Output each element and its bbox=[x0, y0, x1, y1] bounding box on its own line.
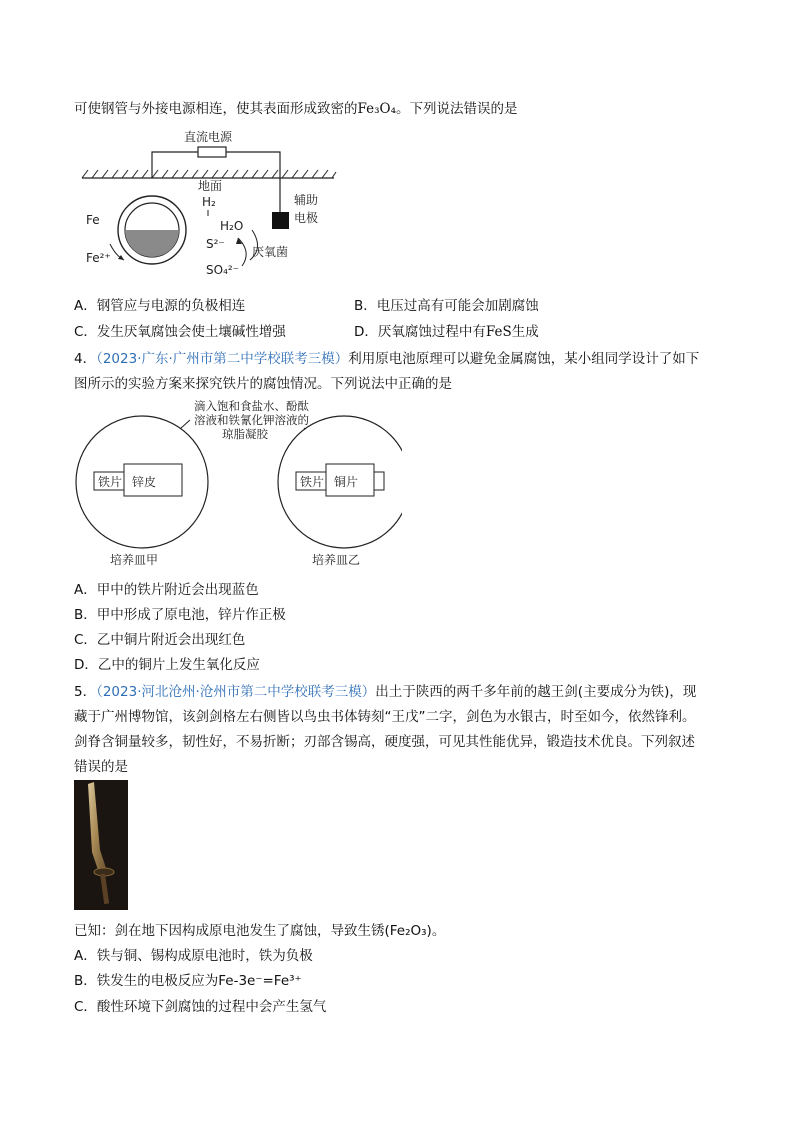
sword-photo bbox=[74, 780, 128, 910]
so4-label: SO₄²⁻ bbox=[206, 263, 240, 277]
q4-stem-line2: 图所示的实验方案来探究铁片的腐蚀情况。下列说法中正确的是 bbox=[74, 376, 452, 392]
q5-option-a: A．铁与铜、锡构成原电池时，铁为负极 bbox=[74, 948, 313, 964]
q5-stem-text1: 出土于陕西的两千多年前的越王剑(主要成分为铁)，现 bbox=[375, 684, 697, 700]
q3-option-d bbox=[354, 323, 539, 341]
q5-source: （2023·河北沧州·沧州市第二中学校联考三模） bbox=[96, 684, 376, 700]
fe-label: Fe bbox=[86, 213, 100, 227]
q3-stem-formula: Fe₃O₄ bbox=[357, 101, 397, 117]
q3-option-a: A．钢管应与电源的负极相连 bbox=[74, 298, 246, 314]
q4-stem-text1: 利用原电池原理可以避免金属腐蚀，某小组同学设计了如下 bbox=[348, 351, 700, 367]
bacteria-label: 厌氧菌 bbox=[252, 245, 289, 259]
q5-stem-line2: 藏于广州博物馆，该剑剑格左右侧皆以鸟虫书体铸刻“王戊”二字，剑色为水银古，时至如今，依然锋利。 bbox=[74, 709, 696, 725]
q3-stem-before: 可使钢管与外接电源相连，使其表面形成致密的 bbox=[74, 101, 358, 117]
aux-label-2: 电极 bbox=[294, 211, 319, 225]
q4-source: （2023·广东·广州市第二中学校联考三模） bbox=[96, 351, 349, 367]
auxiliary-electrode bbox=[272, 212, 289, 229]
iron-label-a: 铁片 bbox=[98, 475, 123, 489]
aux-label-1: 辅助 bbox=[294, 193, 319, 207]
q5-option-b bbox=[74, 972, 302, 990]
gel-note-line3: 琼脂凝胶 bbox=[222, 427, 268, 441]
q3-option-d-before: D．厌氧腐蚀过程中有 bbox=[354, 324, 486, 340]
q5-option-b-before: B．铁发生的电极反应为 bbox=[74, 973, 219, 989]
iron-label-b: 铁片 bbox=[300, 475, 325, 489]
petri-dish-diagram bbox=[72, 398, 402, 570]
q5-option-c: C．酸性环境下剑腐蚀的过程中会产生氢气 bbox=[74, 999, 327, 1015]
gel-note-line1: 滴入饱和食盐水、酚酞 bbox=[194, 399, 309, 413]
q3-stem bbox=[74, 100, 518, 118]
dish-b-label: 培养皿乙 bbox=[312, 553, 361, 567]
q3-stem-after: 。下列说法错误的是 bbox=[396, 101, 518, 117]
power-label: 直流电源 bbox=[184, 130, 233, 144]
q5-number: 5． bbox=[74, 684, 97, 700]
q5-stem-line1 bbox=[74, 683, 696, 701]
q3-option-b: B．电压过高有可能会加剧腐蚀 bbox=[354, 298, 539, 314]
q4-stem-line1 bbox=[74, 350, 699, 368]
q3-option-c: C．发生厌氧腐蚀会使土壤碱性增强 bbox=[74, 324, 286, 340]
q4-option-c: C．乙中铜片附近会出现红色 bbox=[74, 632, 246, 648]
q5-option-b-formula: Fe-3e⁻=Fe³⁺ bbox=[218, 973, 302, 989]
q3-option-d-after: 生成 bbox=[511, 324, 539, 340]
q4-option-a: A．甲中的铁片附近会出现蓝色 bbox=[74, 582, 259, 598]
q5-stem-line4: 错误的是 bbox=[74, 759, 128, 775]
cathodic-protection-diagram bbox=[74, 126, 344, 286]
q4-option-d: D．乙中的铜片上发生氧化反应 bbox=[74, 657, 260, 673]
q5-stem-line3: 剑脊含铜量较多，韧性好，不易折断；刃部含锡高，硬度强，可见其性能优异，锻造技术优良。下列叙述 bbox=[74, 734, 695, 750]
q5-known: 已知：剑在地下因构成原电池发生了腐蚀，导致生锈(Fe₂O₃)。 bbox=[74, 923, 446, 939]
h2-label: H₂ bbox=[202, 195, 216, 209]
q4-option-b: B．甲中形成了原电池，锌片作正极 bbox=[74, 607, 286, 623]
dc-power-supply bbox=[198, 147, 226, 157]
dish-a-label: 培养皿甲 bbox=[110, 553, 159, 567]
copper-label: 铜片 bbox=[334, 475, 359, 489]
q3-option-d-formula: FeS bbox=[485, 324, 512, 340]
fe2-label: Fe²⁺ bbox=[86, 251, 111, 265]
ground-label: 地面 bbox=[198, 179, 223, 193]
h2o-label: H₂O bbox=[220, 219, 244, 233]
zinc-label: 锌皮 bbox=[132, 475, 157, 489]
s2-label: S²⁻ bbox=[206, 237, 225, 251]
gel-note-line2: 溶液和铁氰化钾溶液的 bbox=[194, 413, 309, 427]
q4-number: 4． bbox=[74, 351, 97, 367]
